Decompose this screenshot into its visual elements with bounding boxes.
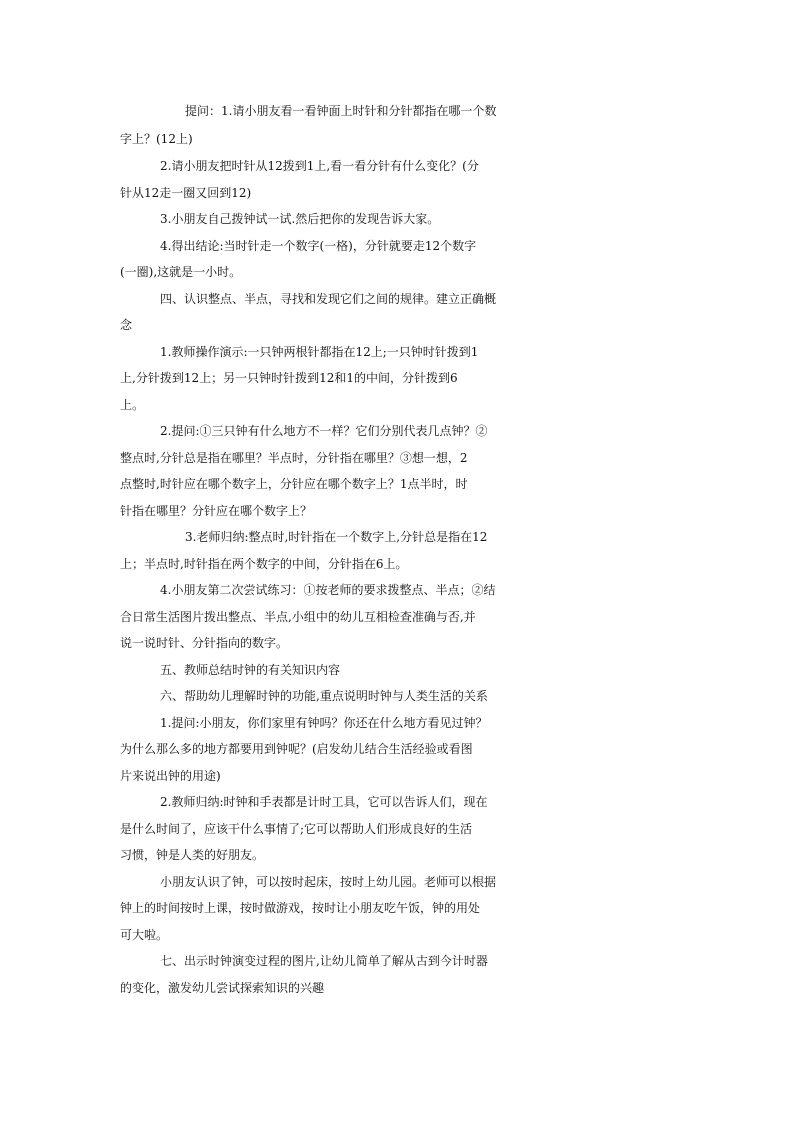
text-line: 习惯，钟是人类的好朋友。 <box>120 848 265 862</box>
text-line: 4.小朋友第二次尝试练习：①按老师的要求拨整点、半点；②结 <box>160 583 496 597</box>
text-line: 说一说时针、分针指向的数字。 <box>120 636 289 650</box>
text-line: 七、出示时钟演变过程的图片,让幼儿简单了解从古到今计时器 <box>160 954 488 968</box>
text-line: 1.提问:小朋友，你们家里有钟吗？你还在什么地方看见过钟？ <box>160 716 488 730</box>
text-line: 四、认识整点、半点，寻找和发现它们之间的规律。建立正确概 <box>160 292 497 306</box>
text-line: 2.提问:①三只钟有什么地方不一样？它们分别代表几点钟？② <box>160 424 488 438</box>
text-line: 上,分针拨到12上；另一只钟时针拨到12和1的中间，分针拨到6 <box>120 371 458 385</box>
text-line: 上。 <box>120 398 145 412</box>
text-line: 1.教师操作演示:一只钟两根针都指在12上;一只钟时针拨到1 <box>160 345 479 359</box>
text-line: 五、教师总结时钟的有关知识内容 <box>160 663 341 677</box>
text-line: 字上？(12上) <box>120 132 193 146</box>
text-line: 六、帮助幼儿理解时钟的功能,重点说明时钟与人类生活的关系 <box>160 689 488 703</box>
text-line: 3.老师归纳:整点时,时针指在一个数字上,分针总是指在12 <box>185 530 488 544</box>
text-line: 3.小朋友自己拨钟试一试.然后把你的发现告诉大家。 <box>160 212 440 226</box>
text-line: 钟上的时间按时上课，按时做游戏，按时让小朋友吃午饭，钟的用处 <box>120 901 481 915</box>
text-line: 针从12走一圈又回到12) <box>120 186 252 200</box>
text-line: 上；半点时,时针指在两个数字的中间，分针指在6上。 <box>120 557 408 571</box>
text-line: 整点时,分针总是指在哪里？半点时，分针指在哪里？③想一想，2 <box>120 451 468 465</box>
text-line: 可大啦。 <box>120 928 169 942</box>
text-line: 的变化，激发幼儿尝试探索知识的兴趣 <box>120 981 325 995</box>
text-line: 念 <box>120 318 133 332</box>
text-line: 是什么时间了，应该干什么事情了;它可以帮助人们形成良好的生活 <box>120 822 473 836</box>
text-line: 为什么那么多的地方都要用到钟呢？(启发幼儿结合生活经验或看图 <box>120 742 473 756</box>
text-line: 2.请小朋友把时针从12拨到1上,看一看分针有什么变化？(分 <box>160 159 479 173</box>
text-line: 片来说出钟的用途) <box>120 769 221 783</box>
text-line: 4.得出结论:当时针走一个数字(一格)，分针就要走12个数字 <box>160 239 477 253</box>
text-line: 针指在哪里？分针应在哪个数字上？ <box>120 504 313 518</box>
text-line: (一圈),这就是一小时。 <box>120 265 242 279</box>
text-line: 点整时,时针应在哪个数字上，分针应在哪个数字上？1点半时，时 <box>120 477 468 491</box>
text-line: 小朋友认识了钟，可以按时起床，按时上幼儿园。老师可以根据 <box>160 875 497 889</box>
text-line: 合日常生活图片拨出整点、半点,小组中的幼儿互相检查准确与否,并 <box>120 610 476 624</box>
text-line: 提问：1.请小朋友看一看钟面上时针和分针都指在哪一个数 <box>185 104 497 118</box>
text-line: 2.教师归纳:时钟和手表都是计时工具，它可以告诉人们，现在 <box>160 795 488 809</box>
